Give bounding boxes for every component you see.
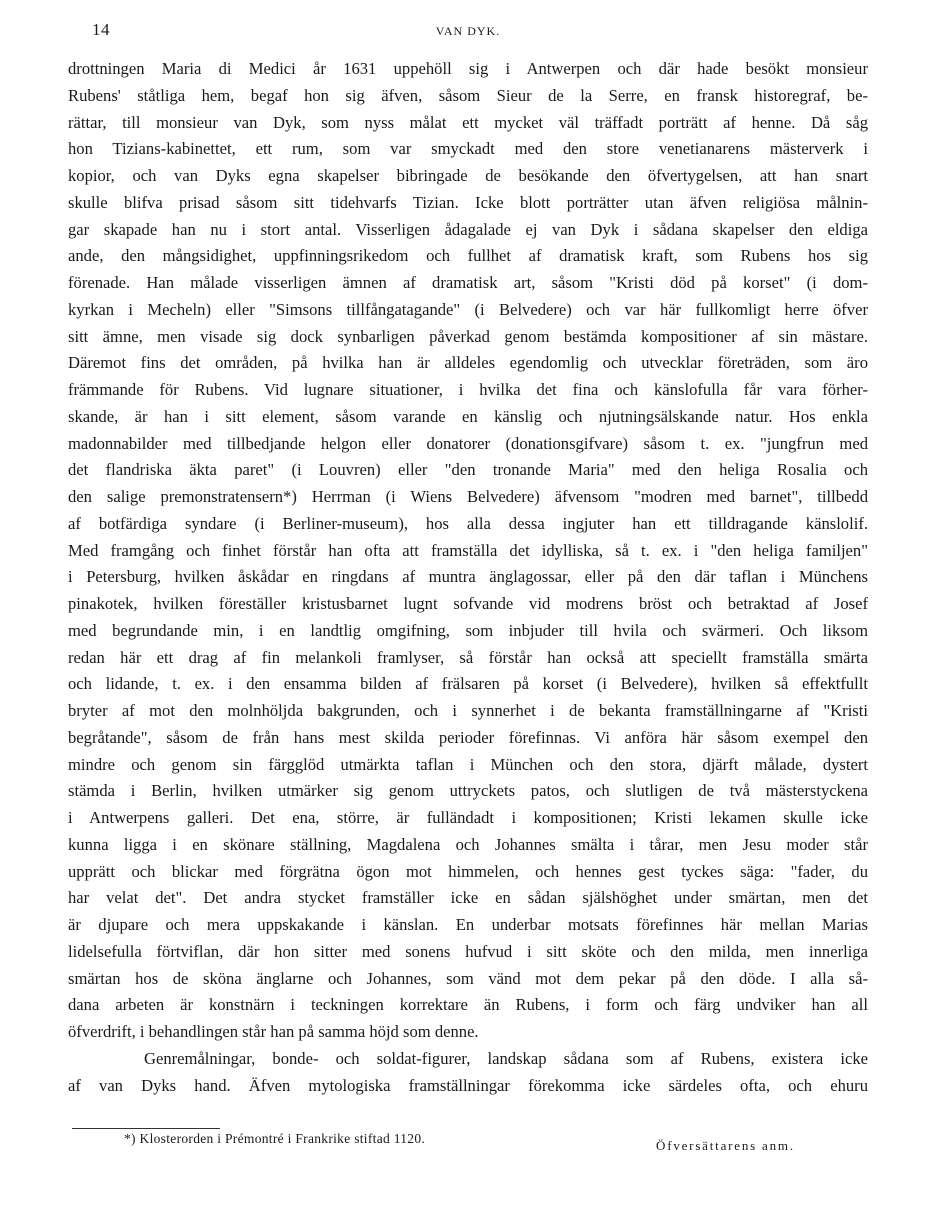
text-line: hon Tizians-kabinettet, ett rum, som var smyckadt med den store venetianarens mästerverk i — [68, 139, 868, 159]
text-line: den salige premonstratensern*) Herrman (i Wiens Belvedere) äfvensom "modren med barnet", tillbedd — [68, 487, 868, 506]
page-number: 14 — [92, 20, 110, 39]
text-line: sitt ämne, men visade sig dock synbarligen påverkad genom bestämda kompositioner af sin mästare. — [68, 326, 868, 346]
text-line: och lidande, t. ex. i den ensamma bilden af frälsaren på korset (i Belvedere), hvilken så effektfullt — [68, 674, 868, 694]
text-line: i Petersburg, hvilken åskådar en ringdans af muntra änglagossar, eller på den där taflan i Münchens — [68, 567, 868, 587]
translator-note: Öfversättarens anm. — [656, 1138, 795, 1153]
text-line: drottningen Maria di Medici år 1631 uppehöll sig i Antwerpen och där hade besökt monsieur — [68, 59, 868, 78]
footnote-divider — [72, 1128, 220, 1129]
text-line: pinakotek, hvilken föreställer kristusbarnet lugnt sofvande vid modrens bröst och betraktad af Josef — [68, 594, 868, 613]
text-line: dana arbeten är konstnärn i teckningen korrektare än Rubens, i form och färg undviker han all — [68, 995, 868, 1015]
text-line: Däremot fins det områden, på hvilka han är alldeles egendomlig och utvecklar företräden, som äro — [68, 353, 868, 373]
text-line: Med framgång och finhet förstår han ofta att framställa det idylliska, så t. ex. i "den heliga familjen" — [68, 540, 868, 560]
text-line: rättar, till monsieur van Dyk, som nyss målat ett mycket väl träffadt porträtt af henne. Då såg — [68, 112, 868, 132]
text-line: begråtande", såsom de från hans mest skilda perioder förefinnas. Vi anföra här såsom exempel den — [68, 727, 868, 747]
running-head: VAN DYK. — [435, 24, 501, 38]
text-line: gar skapade han nu i stort antal. Visserligen ådagalade ej van Dyk i sådana skapelser den eldiga — [68, 219, 868, 239]
text-line: ande, den mångsidighet, uppfinningsrikedom och fullhet af dramatisk kraft, som Rubens hos sig — [68, 246, 868, 266]
text-line: af botfärdiga syndare (i Berliner-museum), hos alla dessa ingjuter han ett tilldragande känslolif. — [68, 513, 868, 533]
text-line: främmande för Rubens. Vid lugnare situationer, i hvilka det fina och känslofulla får vara förher- — [68, 380, 868, 399]
text-line: lidelsefulla förtviflan, där hon sitter med sonens hufvud i sitt sköte och den milda, men innerliga — [68, 941, 868, 961]
text-line: förenade. Han målade visserligen ämnen af dramatisk art, såsom "Kristi död på korset" (i dom- — [68, 273, 868, 292]
text-line: Rubens' ståtliga hem, begaf hon sig äfven, såsom Sieur de la Serre, en fransk historegraf, be- — [68, 85, 868, 105]
text-line: smärtan hos de sköna änglarne och Johannes, som vänd mot dem pekar på den döde. I alla så- — [68, 968, 868, 988]
body-text — [68, 56, 868, 1099]
paragraph-end-line: öfverdrift, i behandlingen står han på samma höjd som denne. — [68, 1022, 479, 1041]
text-line: är djupare och mera uppskakande i känslan. En underbar motsats förefinnes här mellan Marias — [68, 915, 868, 934]
text-line: mindre och genom sin färgglöd utmärkta taflan i München och den stora, djärft målade, dystert — [68, 754, 868, 774]
text-line: bryter af mot den molnhöljda bakgrunden, och i synnerhet i de bekanta framställningarne af "Kristi — [68, 701, 868, 720]
text-line: skulle blifva prisad såsom sitt tidehvarfs Tizian. Icke blott porträtter utan äfven religiösa målnin- — [68, 192, 868, 212]
footnote: *) Klosterorden i Prémontré i Frankrike stiftad 1120. — [124, 1131, 426, 1146]
text-line: skande, är han i sitt element, såsom varande en känslig och njutningsälskande natur. Hos enkla — [68, 406, 868, 426]
text-line: med begrundande min, i en landtlig omgifning, som inbjuder till hvila och svärmeri. Och liksom — [68, 620, 868, 640]
paragraph-start-line: Genremålningar, bonde- och soldat-figurer, landskap sådana som af Rubens, existera icke — [144, 1048, 868, 1068]
text-line: madonnabilder med tillbedjande helgon eller donatorer (donationsgifvare) såsom t. ex. "jungfrun med — [68, 433, 868, 453]
text-line: kyrkan i Mecheln) eller "Simsons tillfångatagande" (i Belvedere) och var här fullkomligt herre öfver — [68, 299, 868, 319]
text-line: har velat det". Det andra stycket framställer icke en sådan själshöghet under smärtan, men det — [68, 888, 868, 908]
text-line: i Antwerpens galleri. Det ena, större, är fulländadt i kompositionen; Kristi lekamen skulle icke — [68, 808, 868, 827]
text-line: af van Dyks hand. Äfven mytologiska framställningar förekomma icke särdeles ofta, och ehuru — [68, 1075, 868, 1095]
text-line: upprätt och blickar med förgrätna ögon mot himmelen, och hennes gest tyckes säga: "fader, du — [68, 861, 868, 881]
text-line: det flandriska äkta paret" (i Louvren) eller "den tronande Maria" med den heliga Rosalia och — [68, 460, 868, 480]
text-line: kunna ligga i en skönare ställning, Magdalena och Johannes smälta i tårar, men Jesu moder står — [68, 834, 868, 854]
text-line: stämda i Berlin, hvilken utmärker sig genom uttryckets patos, och slutligen de två mästerstyckena — [68, 781, 868, 801]
text-line: kopior, och van Dyks egna skapelser bibringade de besökande den öfvertygelsen, att han snart — [68, 166, 868, 185]
text-line: redan här ett drag af fin melankoli framlyser, så förstår han också att speciellt framställa smärta — [68, 647, 868, 667]
